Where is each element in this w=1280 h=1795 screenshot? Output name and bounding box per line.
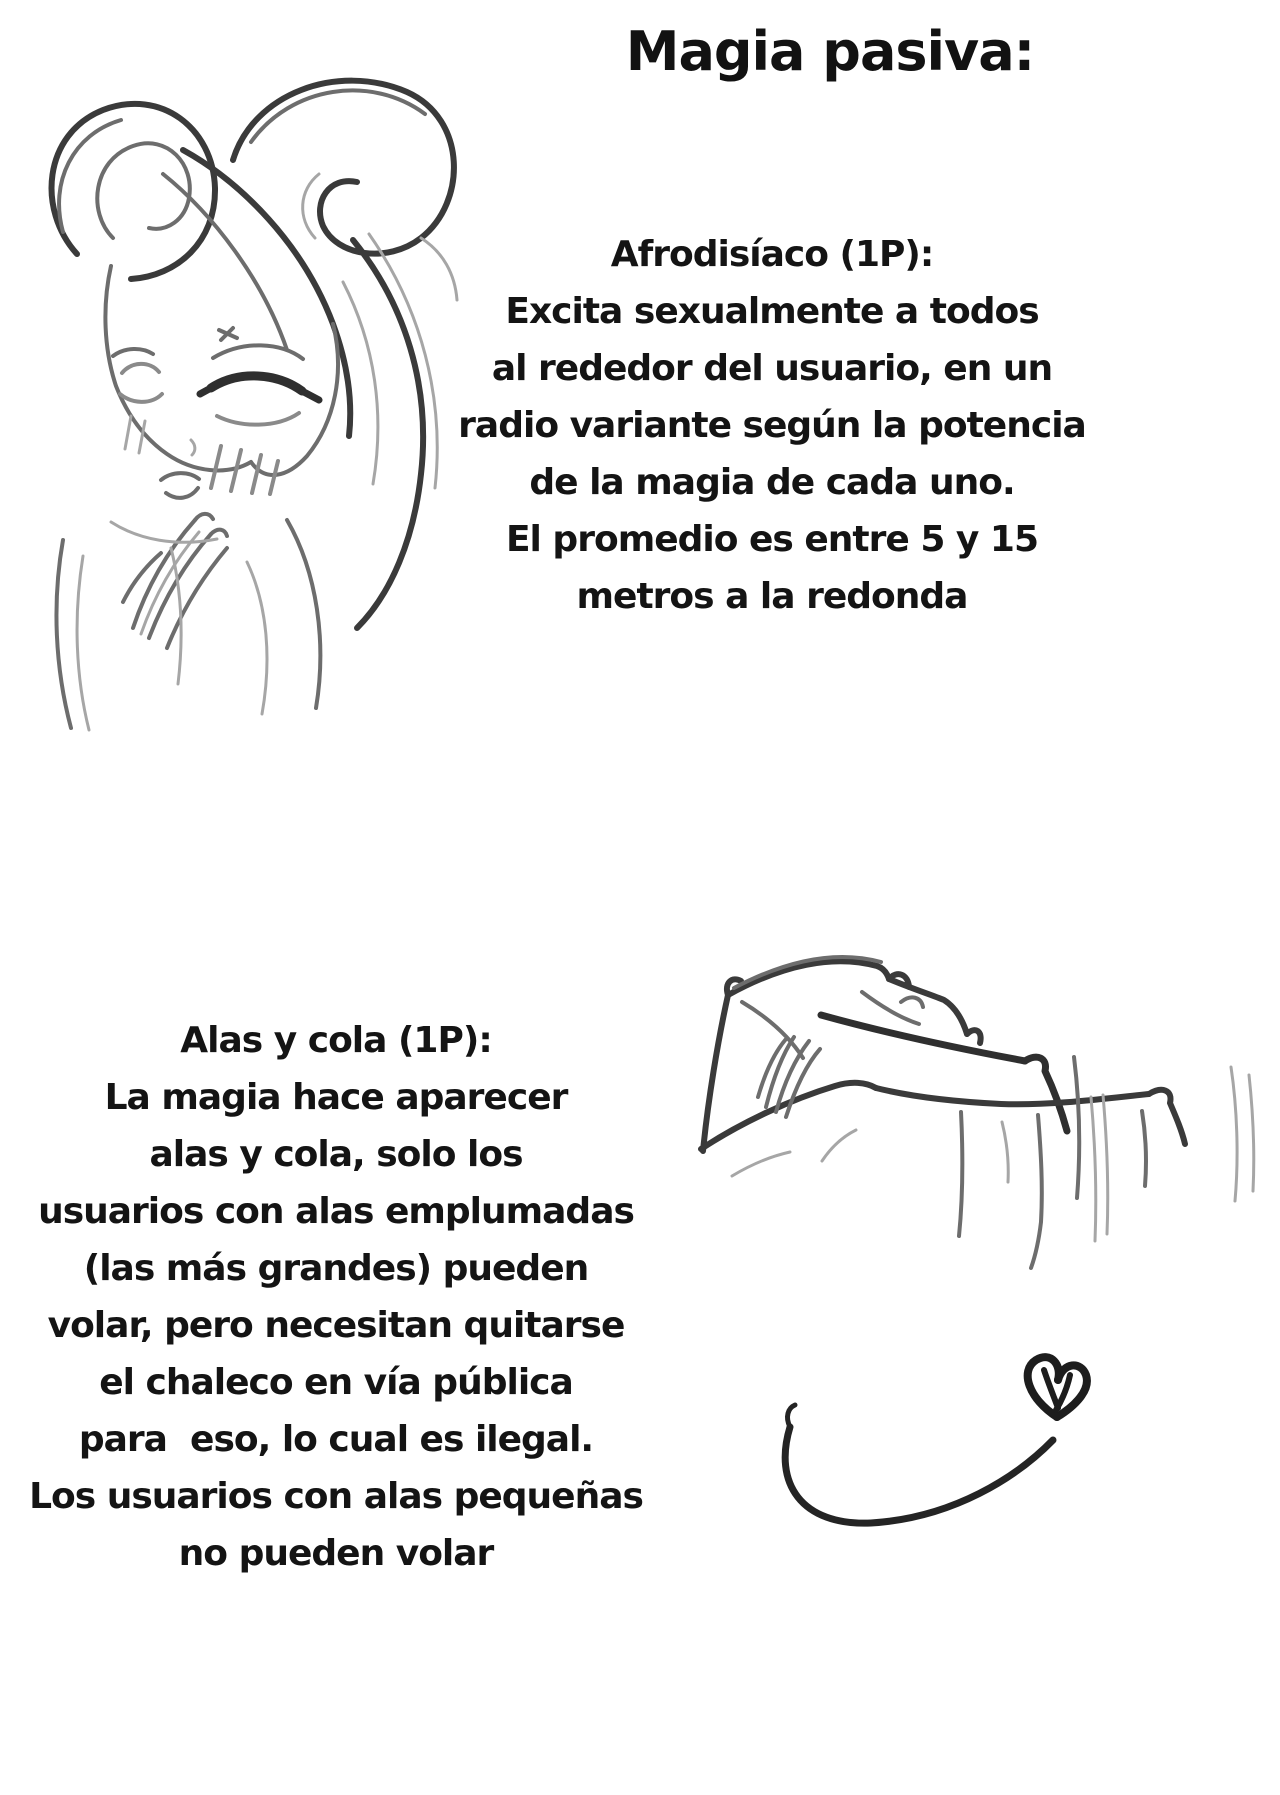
text-line: Excita sexualmente a todos <box>505 291 1039 332</box>
text-line: el chaleco en vía pública <box>99 1362 573 1403</box>
text-line: al rededor del usuario, en un <box>491 348 1053 389</box>
text-line: metros a la redonda <box>576 576 968 617</box>
section-alas-y-cola <box>0 1012 672 1582</box>
blushing-girl-sketch <box>15 42 460 732</box>
text-line: (las más grandes) pueden <box>83 1248 589 1289</box>
section-heading: Alas y cola (1P): <box>180 1020 492 1061</box>
tail-sketch <box>655 1325 1095 1595</box>
text-line: alas y cola, solo los <box>149 1134 523 1175</box>
text-line: no pueden volar <box>178 1533 494 1574</box>
text-line: El promedio es entre 5 y 15 <box>505 519 1039 560</box>
folded-wings-sketch <box>670 945 1270 1310</box>
text-line: volar, pero necesitan quitarse <box>47 1305 625 1346</box>
text-line: de la magia de cada uno. <box>529 462 1015 503</box>
page-title: Magia pasiva: <box>625 20 1035 83</box>
text-line: Los usuarios con alas pequeñas <box>29 1476 643 1517</box>
section-afrodisiaco <box>422 226 1122 625</box>
section-heading: Afrodisíaco (1P): <box>610 234 934 275</box>
text-line: para eso, lo cual es ilegal. <box>78 1419 594 1460</box>
text-line: La magia hace aparecer <box>104 1077 568 1118</box>
text-line: usuarios con alas emplumadas <box>38 1191 634 1232</box>
text-line: radio variante según la potencia <box>458 405 1086 446</box>
